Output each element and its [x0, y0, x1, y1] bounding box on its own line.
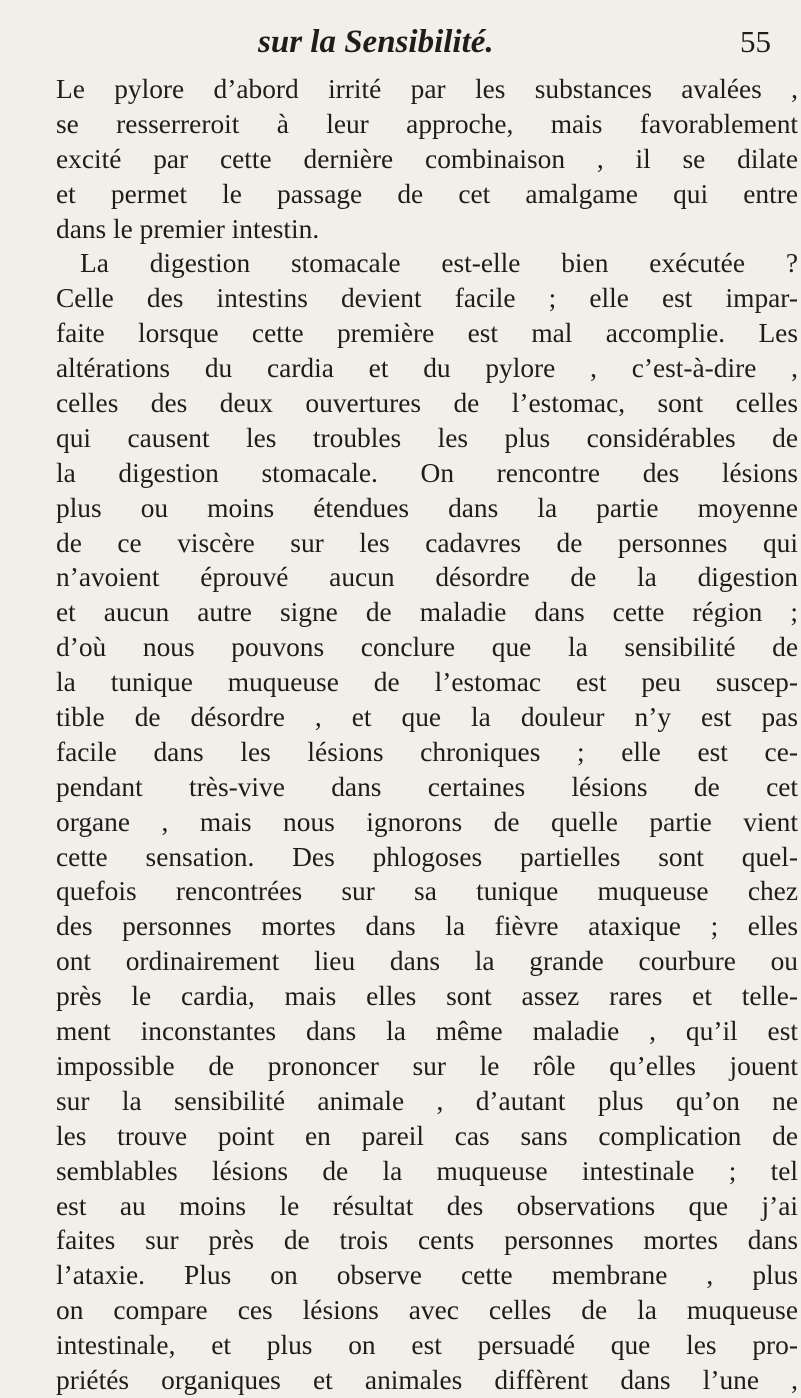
body-text — [56, 72, 798, 1398]
text-line: d’où nous pouvons conclure que la sensibilité de — [56, 632, 798, 663]
text-line: des personnes mortes dans la fièvre ataxique ; elles — [56, 911, 798, 942]
text-line: La digestion stomacale est-elle bien exécutée ? — [80, 248, 798, 279]
text-line: n’avoient éprouvé aucun désordre de la digestion — [56, 562, 798, 593]
text-line: se resserreroit à leur approche, mais favorablement — [56, 108, 798, 139]
text-line: excité par cette dernière combinaison , il se dilate — [56, 143, 798, 174]
text-line: ment inconstantes dans la même maladie , qu’il est — [56, 1016, 798, 1047]
text-line: et aucun autre signe de maladie dans cette région ; — [56, 597, 798, 628]
text-line: Le pylore d’abord irrité par les substances avalées , — [56, 74, 798, 104]
text-line: priétés organiques et animales diffèrent dans l’une , — [56, 1364, 798, 1395]
running-title: sur la Sensibilité. — [258, 24, 494, 60]
text-line: facile dans les lésions chroniques ; elle est ce- — [56, 736, 798, 767]
text-line: et permet le passage de cet amalgame qui entre — [56, 178, 798, 209]
text-line: plus ou moins étendues dans la partie moyenne — [56, 492, 798, 523]
text-line: les trouve point en pareil cas sans complication de — [56, 1120, 798, 1151]
text-line: l’ataxie. Plus on observe cette membrane , plus — [56, 1260, 798, 1291]
text-line: dans le premier intestin. — [56, 213, 320, 244]
text-line: qui causent les troubles les plus considérables de — [56, 422, 798, 453]
text-line: altérations du cardia et du pylore , c’est-à-dire , — [56, 353, 798, 384]
text-line: impossible de prononcer sur le rôle qu’elles jouent — [56, 1050, 798, 1081]
text-line: cette sensation. Des phlogoses partielles sont quel- — [56, 841, 798, 872]
text-line: intestinale, et plus on est persuadé que les pro- — [56, 1330, 798, 1361]
text-line: faites sur près de trois cents personnes mortes dans — [56, 1225, 798, 1256]
text-line: ont ordinairement lieu dans la grande courbure ou — [56, 946, 798, 977]
text-line: celles des deux ouvertures de l’estomac, sont celles — [56, 388, 798, 419]
text-line: organe , mais nous ignorons de quelle partie vient — [56, 806, 798, 837]
text-line: près le cardia, mais elles sont assez rares et telle- — [56, 981, 798, 1012]
text-line: tible de désordre , et que la douleur n’y est pas — [56, 702, 798, 733]
text-line: Celle des intestins devient facile ; elle est impar- — [56, 283, 798, 314]
running-head — [0, 20, 801, 64]
text-line: semblables lésions de la muqueuse intestinale ; tel — [56, 1155, 798, 1186]
text-line: on compare ces lésions avec celles de la muqueuse — [56, 1295, 798, 1326]
text-line: est au moins le résultat des observations que j’ai — [56, 1190, 798, 1221]
text-line: sur la sensibilité animale , d’autant plus qu’on ne — [56, 1085, 798, 1116]
text-line: de ce viscère sur les cadavres de personnes qui — [56, 527, 798, 558]
text-line: la digestion stomacale. On rencontre des lésions — [56, 457, 798, 488]
text-line: faite lorsque cette première est mal accomplie. Les — [56, 318, 798, 349]
text-line: pendant très-vive dans certaines lésions de cet — [56, 771, 798, 802]
page-number: 55 — [740, 24, 771, 59]
text-line: quefois rencontrées sur sa tunique muqueuse chez — [56, 876, 798, 907]
text-line: la tunique muqueuse de l’estomac est peu suscep- — [56, 667, 798, 698]
